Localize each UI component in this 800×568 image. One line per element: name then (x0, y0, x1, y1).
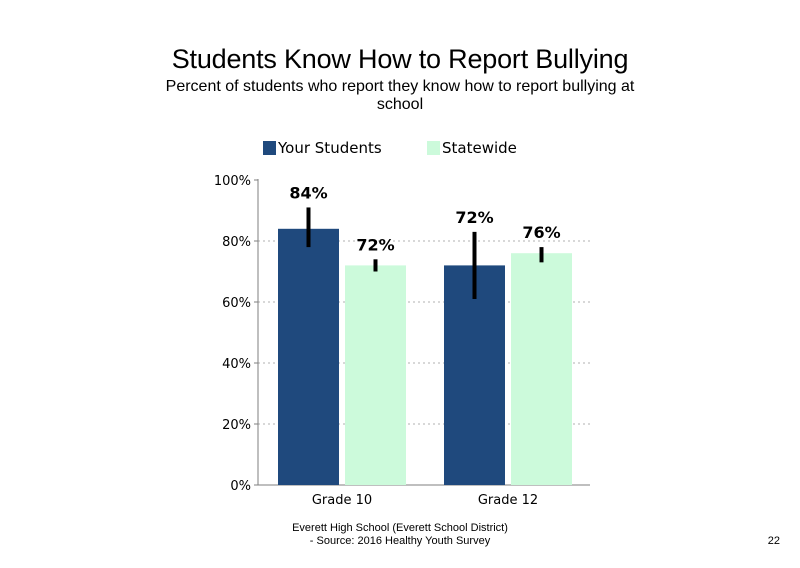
footer-source (240, 522, 560, 548)
data-label: 84% (289, 183, 328, 203)
x-tick-label: Grade 10 (311, 493, 373, 508)
chart-subtitle: Percent of students who report they know how to report bullying at school (165, 78, 635, 113)
bar-your-students (278, 229, 339, 485)
bar-statewide (345, 265, 406, 485)
y-tick-label: 0% (230, 479, 251, 494)
y-tick-label: 80% (222, 235, 251, 250)
data-label: 72% (455, 207, 494, 227)
x-tick-label: Grade 12 (477, 493, 539, 508)
y-tick-label: 20% (222, 418, 251, 433)
footer-line-school: Everett High School (Everett School District) (292, 522, 508, 534)
y-tick-label: 40% (222, 357, 251, 372)
bar-statewide (511, 253, 572, 485)
data-label: 72% (356, 235, 395, 255)
legend-label-your-students: Your Students (278, 139, 382, 157)
legend-label-statewide: Statewide (442, 139, 517, 157)
y-tick-label: 100% (213, 174, 251, 189)
page-number: 22 (767, 535, 780, 547)
y-tick-label: 60% (222, 296, 251, 311)
data-label: 76% (522, 223, 561, 243)
footer-line-source: - Source: 2016 Healthy Youth Survey (309, 535, 491, 547)
chart-title: Students Know How to Report Bullying (171, 44, 629, 74)
